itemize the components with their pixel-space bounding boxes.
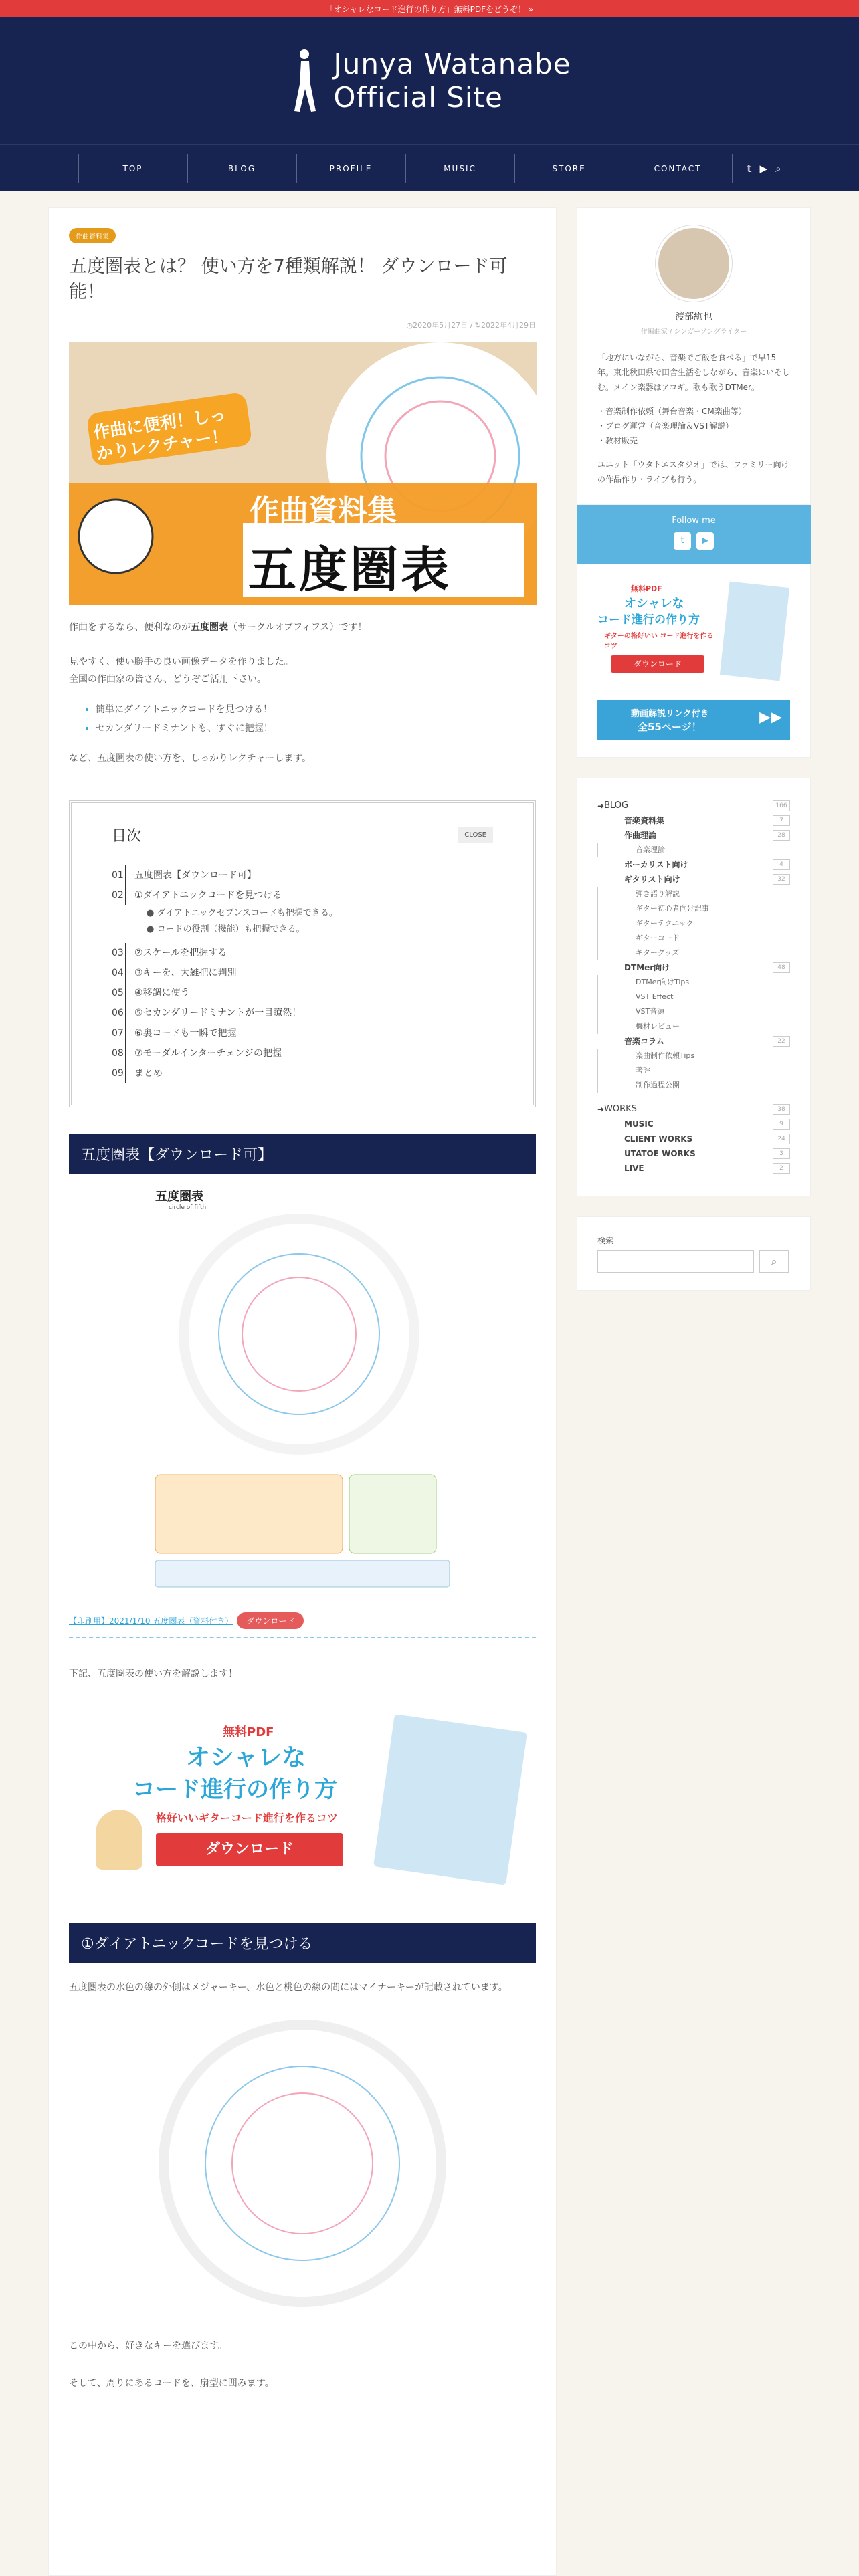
category-item[interactable] xyxy=(597,1161,790,1176)
article-card xyxy=(48,207,557,2576)
published-date: 2020年5月27日 xyxy=(413,321,468,330)
site-header xyxy=(0,17,859,144)
category-label: 楽曲制作依頼Tips xyxy=(597,1049,694,1063)
cta-free: 無料PDF xyxy=(631,584,662,593)
intro-paragraph-2: 見やすく、使い勝手の良い画像データを作りました。 xyxy=(69,657,294,667)
toc-text: ⑦モーダルインターチェンジの把握 xyxy=(134,1048,282,1059)
site-title[interactable] xyxy=(333,47,571,114)
profile-name: 渡部絢也 xyxy=(675,312,712,322)
nav-profile[interactable]: PROFILE xyxy=(296,154,405,183)
updated-date: 2022年4月29日 xyxy=(481,321,536,330)
category-item[interactable] xyxy=(597,857,790,872)
toc-item[interactable] xyxy=(112,1003,493,1023)
category-label: 音楽資料集 xyxy=(624,816,665,825)
category-item[interactable] xyxy=(597,872,790,887)
category-label: BLOG xyxy=(604,800,629,811)
category-item[interactable] xyxy=(597,946,790,960)
search-submit-button[interactable]: ⌕ xyxy=(759,1250,789,1273)
category-item[interactable] xyxy=(597,1019,790,1034)
divider xyxy=(69,1637,536,1638)
toc-num: 04 xyxy=(112,963,126,983)
category-count: 9 xyxy=(773,1119,790,1130)
nav-store[interactable]: STORE xyxy=(514,154,624,183)
profile-desc-5: ユニット「ウタトエスタジオ」では、ファミリー向けの作品作り・ライブも行う。 xyxy=(597,460,789,484)
toc-item[interactable] xyxy=(112,963,493,983)
intro-paragraph-3: 全国の作曲家の皆さん、どうぞご活用下さい。 xyxy=(69,674,266,685)
cta-line2: コード進行の作り方 xyxy=(597,613,700,627)
video-line1: 動画解説リンク付き xyxy=(631,709,709,719)
toc-subitem[interactable]: ● コードの役割（機能）も把握できる。 xyxy=(147,924,305,934)
select-key-paragraph: この中から、好きなキーを選びます。 xyxy=(69,2341,227,2351)
site-title-line1: Junya Watanabe xyxy=(333,47,571,80)
eyecatch-tag: 作曲に便利！しっかりレクチャー！ xyxy=(92,405,230,464)
diatonic-paragraph: 五度圏表の水色の線の外側はメジャーキー、水色と桃色の線の間にはマイナーキーが記載されています。 xyxy=(69,1982,508,1993)
circle-of-fifths-image-2 xyxy=(155,2016,450,2311)
toc-text: ②スケールを把握する xyxy=(134,948,227,958)
twitter-icon[interactable]: t xyxy=(674,532,691,550)
toc-text: ⑤セカンダリードミナントが一目瞭然！ xyxy=(134,1008,302,1018)
category-item[interactable] xyxy=(597,798,790,813)
video-banner[interactable] xyxy=(597,700,790,740)
cta-download-button[interactable]: ダウンロード xyxy=(611,655,704,673)
category-label: ギターテクニック xyxy=(597,916,694,931)
banner-line1: オシャレな xyxy=(186,1744,306,1772)
pdf-banner[interactable] xyxy=(69,1709,537,1883)
list-item: • セカンダリードミナントも、すぐに把握！ xyxy=(96,719,536,738)
announcement-bar[interactable] xyxy=(0,0,859,17)
category-label: CLIENT WORKS xyxy=(624,1134,693,1144)
category-label: DTMer向けTips xyxy=(597,975,689,990)
profile-desc-2: ・音楽制作依頼（舞台音楽・CM楽曲等） xyxy=(597,407,747,416)
category-label: ギターコード xyxy=(597,931,680,946)
category-item[interactable] xyxy=(597,813,790,828)
category-item[interactable] xyxy=(597,1034,790,1049)
toc-num: 06 xyxy=(112,1003,126,1023)
category-label: MUSIC xyxy=(624,1119,654,1129)
toc-item[interactable] xyxy=(112,983,493,1003)
cta-line1: オシャレな xyxy=(624,597,684,611)
section-heading-download: 五度圏表【ダウンロード可】 xyxy=(69,1134,536,1174)
search-input[interactable] xyxy=(597,1250,754,1273)
intro-paragraph-1 xyxy=(69,619,536,636)
category-count: 28 xyxy=(773,830,790,841)
chart-subtitle: circle of fifth xyxy=(169,1204,207,1211)
category-item[interactable] xyxy=(597,1063,790,1078)
double-chevron-icon: ▶▶ xyxy=(759,709,782,726)
banner-download-button[interactable]: ダウンロード xyxy=(156,1833,343,1866)
category-label: ギタリスト向け xyxy=(624,875,680,884)
category-count: 24 xyxy=(773,1134,790,1144)
circle-diagram-2 xyxy=(155,2016,450,2311)
nav-contact[interactable]: CONTACT xyxy=(624,154,733,183)
category-badge[interactable]: 作曲資料集 xyxy=(69,228,116,243)
category-count: 7 xyxy=(773,815,790,826)
intro-text-end: （サークルオブフィフス）です！ xyxy=(228,622,367,633)
video-line2: 全55ページ！ xyxy=(638,721,702,733)
intro-bold: 五度圏表 xyxy=(191,622,228,633)
search-widget xyxy=(577,1216,811,1291)
toc-close-button[interactable]: CLOSE xyxy=(458,827,493,843)
toc-text: ①ダイアトニックコードを見つける xyxy=(134,890,282,901)
follow-label: Follow me xyxy=(672,516,716,526)
cta-pdf-banner[interactable] xyxy=(597,579,790,693)
toc-item[interactable] xyxy=(112,865,493,885)
category-count: 22 xyxy=(773,1036,790,1047)
category-label: WORKS xyxy=(604,1104,637,1114)
twitter-icon[interactable]: 𝕥 xyxy=(747,162,752,175)
eyecatch-image xyxy=(69,342,537,605)
profile-description xyxy=(597,350,790,487)
toc-text: ③キーを、大雑把に判別 xyxy=(134,968,237,978)
toc-item[interactable] xyxy=(112,885,493,905)
banner-book-image xyxy=(373,1714,527,1885)
category-count: 4 xyxy=(773,859,790,870)
intro-text-start: 作曲をするなら、便利なのが xyxy=(69,622,191,633)
search-label: 検索 xyxy=(597,1236,614,1245)
category-label: VST Effect xyxy=(597,990,673,1004)
download-row xyxy=(69,1612,536,1629)
profile-desc-4: ・教材販売 xyxy=(597,436,638,445)
toc-num: 02 xyxy=(112,885,126,905)
section-heading-diatonic: ①ダイアトニックコードを見つける xyxy=(69,1923,536,1963)
toc-title: 目次 xyxy=(112,828,142,845)
category-label: ギター初心者向け記事 xyxy=(597,901,709,916)
fan-paragraph: そして、周りにあるコードを、扇型に囲みます。 xyxy=(69,2378,274,2389)
toc-item[interactable] xyxy=(112,1043,493,1063)
arrow-circle-icon: ➜ xyxy=(597,1105,605,1114)
list-item: • 簡単にダイアトニックコードを見つける！ xyxy=(96,700,536,719)
toc-num: 03 xyxy=(112,943,126,963)
category-label: 音楽コラム xyxy=(624,1037,664,1046)
arrow-circle-icon: ➜ xyxy=(597,801,605,811)
eyecatch-name: 五度圏表 xyxy=(248,542,452,598)
article-dates: ◷2020年5月27日 / ↻2022年4月29日 xyxy=(406,321,536,330)
category-label: UTATOE WORKS xyxy=(624,1149,696,1158)
global-nav xyxy=(0,144,859,191)
profile-role: 作編曲家 / シンガーソングライター xyxy=(640,328,747,336)
toc-sub-text: ダイアトニックセブンスコードも把握できる。 xyxy=(157,908,338,918)
category-item[interactable] xyxy=(597,1004,790,1019)
toc-num: 09 xyxy=(112,1063,126,1083)
walking-person-logo-icon xyxy=(288,47,321,114)
announcement-text[interactable]: 「オシャレなコード進行の作り方」無料PDFをどうぞ！ » xyxy=(325,4,534,14)
eyecatch-series: 作曲資料集 xyxy=(250,494,397,528)
download-link[interactable]: 【印刷用】2021/1/10 五度圏表（資料付き） xyxy=(69,1616,233,1626)
category-item[interactable] xyxy=(597,990,790,1004)
category-label: 機材レビュー xyxy=(597,1019,680,1034)
follow-widget xyxy=(577,505,811,564)
toc-text: ④移調に使う xyxy=(134,988,190,998)
toc-num: 05 xyxy=(112,983,126,1003)
toc-text: ⑥裏コードも一瞬で把握 xyxy=(134,1028,237,1039)
category-label: 弾き語り解説 xyxy=(597,887,680,901)
sidebar xyxy=(577,207,811,1291)
cta-book-image xyxy=(720,582,789,681)
category-item[interactable] xyxy=(597,901,790,916)
category-item[interactable] xyxy=(597,916,790,931)
category-item[interactable] xyxy=(597,931,790,946)
article-title: 五度圏表とは？ 使い方を7種類解説！ ダウンロード可能！ xyxy=(69,256,508,302)
nav-music[interactable]: MUSIC xyxy=(405,154,514,183)
category-item[interactable] xyxy=(597,1049,790,1063)
category-item[interactable] xyxy=(597,960,790,975)
cta-tag: ギターの格好いい コード進行を作るコツ xyxy=(604,633,714,650)
download-button[interactable]: ダウンロード xyxy=(237,1612,304,1629)
category-widget xyxy=(577,778,811,1196)
category-count: 166 xyxy=(773,800,790,811)
table-of-contents xyxy=(69,800,536,1107)
profile-widget xyxy=(577,207,811,505)
category-item[interactable] xyxy=(597,843,790,857)
category-label: ギターグッズ xyxy=(597,946,679,960)
site-title-line2: Official Site xyxy=(333,81,503,114)
toc-subitem[interactable]: ● ダイアトニックセブンスコードも把握できる。 xyxy=(147,908,338,918)
category-item[interactable] xyxy=(597,1078,790,1093)
nav-blog[interactable]: BLOG xyxy=(187,154,296,183)
intro-list xyxy=(96,700,536,738)
category-count: 3 xyxy=(773,1148,790,1159)
category-label: VST音源 xyxy=(597,1004,664,1019)
category-item[interactable] xyxy=(597,1117,790,1132)
banner-line2: コード進行の作り方 xyxy=(132,1776,337,1803)
profile-desc-3: ・ブログ運営（音楽理論＆VST解説） xyxy=(597,421,734,431)
category-count: 32 xyxy=(773,874,790,885)
category-label: ボーカリスト向け xyxy=(624,860,688,869)
after-download-text: 下記、五度圏表の使い方を解説します！ xyxy=(69,1669,237,1679)
category-count: 48 xyxy=(773,962,790,973)
banner-tag: 格好いいギターコード進行を作るコツ xyxy=(156,1812,338,1824)
category-count: 2 xyxy=(773,1163,790,1174)
toc-num: 01 xyxy=(112,865,126,885)
category-item[interactable] xyxy=(597,975,790,990)
toc-text: まとめ xyxy=(134,1068,163,1079)
category-label: 著評 xyxy=(597,1063,650,1078)
toc-text: 五度圏表【ダウンロード可】 xyxy=(134,870,256,881)
toc-item[interactable] xyxy=(112,943,493,963)
category-count: 38 xyxy=(773,1104,790,1115)
nav-top[interactable]: TOP xyxy=(78,154,187,183)
toc-item[interactable] xyxy=(112,1023,493,1043)
toc-num: 07 xyxy=(112,1023,126,1043)
category-item[interactable] xyxy=(597,1132,790,1146)
chart-title: 五度圏表 xyxy=(155,1190,203,1204)
toc-item[interactable] xyxy=(112,1063,493,1083)
category-item[interactable] xyxy=(597,1102,790,1117)
category-label: DTMer向け xyxy=(624,963,670,972)
circle-diagram xyxy=(155,1200,450,1588)
circle-of-fifths-chart[interactable] xyxy=(155,1187,450,1602)
category-label: 作曲理論 xyxy=(624,831,657,840)
youtube-icon[interactable]: ▶ xyxy=(759,162,768,175)
category-item[interactable] xyxy=(597,1146,790,1161)
category-label: LIVE xyxy=(624,1164,644,1173)
search-icon[interactable]: ⌕ xyxy=(775,162,781,175)
toc-sub-text: コードの役割（機能）も把握できる。 xyxy=(157,924,305,934)
avatar xyxy=(656,225,732,302)
profile-desc-1: 「地方にいながら、音楽でご飯を食べる」で早15年。東北秋田県で田舎生活をしながら、音楽にいそしむ。メイン楽器はアコギ。歌も歌うDTMer。 xyxy=(597,353,791,392)
banner-free: 無料PDF xyxy=(223,1725,274,1739)
toc-num: 08 xyxy=(112,1043,126,1063)
category-label: 制作過程公開 xyxy=(597,1078,680,1093)
youtube-icon[interactable]: ▶ xyxy=(696,532,714,550)
banner-character-image xyxy=(96,1810,142,1870)
cta-widget xyxy=(577,564,811,758)
category-label: 音楽理論 xyxy=(597,843,665,857)
outro-paragraph: など、五度圏表の使い方を、しっかりレクチャーします。 xyxy=(69,753,312,764)
category-item[interactable] xyxy=(597,887,790,901)
category-item[interactable] xyxy=(597,828,790,843)
